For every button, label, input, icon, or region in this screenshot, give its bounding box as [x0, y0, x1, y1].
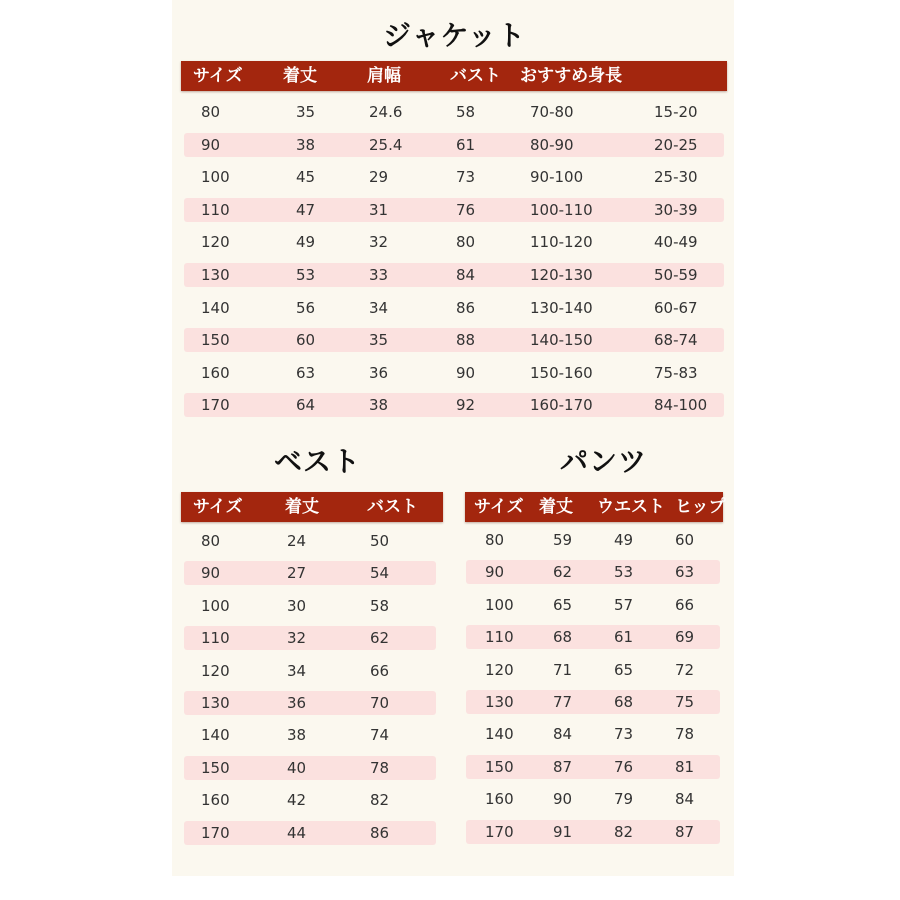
vest-header-row [181, 492, 443, 522]
vest-table-cell: 40 [287, 758, 307, 777]
vest-table-cell: 32 [287, 629, 307, 648]
pants-table-cell: 87 [675, 822, 695, 841]
jacket-row-stripe [184, 393, 724, 417]
jacket-table-cell: 86 [456, 298, 476, 317]
vest-table-cell: 38 [287, 726, 307, 745]
pants-table-cell: 160 [485, 790, 514, 809]
pants-table-cell: 100 [485, 595, 514, 614]
vest-table-cell: 58 [370, 596, 390, 615]
pants-table-cell: 79 [614, 790, 634, 809]
pants-table-cell: 140 [485, 725, 514, 744]
jacket-table-cell: 110-120 [530, 233, 593, 252]
jacket-table-cell: 32 [369, 233, 389, 252]
pants-table-cell: 73 [614, 725, 634, 744]
vest-table-cell: 62 [370, 629, 390, 648]
vest-table-cell: 150 [201, 758, 230, 777]
jacket-table-cell: 140 [201, 298, 230, 317]
jacket-row-stripe [184, 198, 724, 222]
jacket-table-cell: 58 [456, 103, 476, 121]
jacket-table-cell: 88 [456, 331, 476, 350]
jacket-column-header: バスト [450, 66, 501, 86]
jacket-table-cell: 75-83 [654, 363, 698, 382]
pants-table-cell: 77 [553, 693, 573, 711]
vest-table-cell: 70 [370, 694, 390, 712]
vest-table-cell: 82 [370, 791, 390, 810]
jacket-table-cell: 33 [369, 266, 389, 284]
jacket-table-cell: 76 [456, 200, 476, 219]
pants-header-row [465, 492, 726, 522]
jacket-table-cell: 29 [369, 168, 389, 187]
pants-table-cell: 60 [675, 531, 695, 549]
jacket-table-cell: 60 [296, 331, 316, 350]
jacket-title: ジャケット [383, 19, 527, 52]
jacket-table-cell: 130-140 [530, 298, 593, 317]
vest-table-cell: 44 [287, 823, 307, 842]
pants-table-cell: 82 [614, 822, 634, 841]
jacket-table-cell: 70-80 [530, 103, 574, 121]
pants-table-cell: 53 [614, 563, 634, 582]
vest-table-cell: 24 [287, 532, 307, 550]
jacket-table-cell: 90 [456, 363, 476, 382]
jacket-table-cell: 31 [369, 200, 389, 219]
jacket-table-cell: 160 [201, 363, 230, 382]
jacket-table-cell: 61 [456, 135, 476, 154]
pants-table-cell: 65 [614, 660, 634, 679]
pants-table-cell: 78 [675, 725, 695, 744]
pants-table-cell: 90 [553, 790, 573, 809]
vest-table-cell: 86 [370, 823, 390, 842]
pants-table-cell: 110 [485, 628, 514, 647]
vest-title: ベスト [274, 445, 362, 478]
jacket-table-cell: 100-110 [530, 200, 593, 219]
vest-table-cell: 80 [201, 532, 221, 550]
vest-column-header: 着丈 [285, 497, 319, 517]
pants-table-cell: 90 [485, 563, 505, 582]
vest-column-header: サイズ [193, 497, 243, 517]
vest-table-cell: 120 [201, 661, 230, 680]
jacket-table-cell: 20-25 [654, 135, 698, 154]
jacket-table-cell: 120 [201, 233, 230, 252]
jacket-table-cell: 110 [201, 200, 230, 219]
jacket-column-header: 肩幅 [367, 66, 401, 86]
jacket-table-cell: 140-150 [530, 331, 593, 350]
pants-table-cell: 62 [553, 563, 573, 582]
jacket-table-cell: 80 [456, 233, 476, 252]
pants-table-cell: 66 [675, 595, 695, 614]
jacket-row-stripe [184, 263, 724, 287]
pants-column-header: 着丈 [539, 497, 573, 517]
jacket-table-cell: 120-130 [530, 266, 593, 284]
jacket-table-cell: 15-20 [654, 103, 698, 121]
jacket-table-cell: 84 [456, 266, 476, 284]
jacket-table-cell: 30-39 [654, 200, 698, 219]
pants-table-cell: 72 [675, 660, 695, 679]
pants-table-cell: 69 [675, 628, 695, 647]
pants-column-header: ヒップ [675, 497, 726, 517]
jacket-table-cell: 34 [369, 298, 389, 317]
vest-table-cell: 90 [201, 564, 221, 583]
jacket-table-cell: 50-59 [654, 266, 698, 284]
jacket-table-cell: 150 [201, 331, 230, 350]
vest-table-cell: 36 [287, 694, 307, 712]
jacket-table-cell: 35 [296, 103, 316, 121]
jacket-table-cell: 64 [296, 396, 316, 415]
vest-table-cell: 130 [201, 694, 230, 712]
jacket-header-row [181, 61, 727, 91]
pants-table-cell: 76 [614, 757, 634, 776]
jacket-table-cell: 60-67 [654, 298, 698, 317]
jacket-column-header: サイズ [193, 66, 243, 86]
pants-table-cell: 61 [614, 628, 634, 647]
pants-table-cell: 84 [675, 790, 695, 809]
vest-table-cell: 30 [287, 596, 307, 615]
jacket-table-cell: 100 [201, 168, 230, 187]
vest-table-cell: 42 [287, 791, 307, 810]
pants-table-cell: 68 [553, 628, 573, 647]
jacket-row-stripe [184, 328, 724, 352]
vest-row-stripe [184, 561, 436, 585]
pants-column-header: ウエスト [597, 497, 665, 517]
pants-table-cell: 81 [675, 757, 695, 776]
pants-table-cell: 84 [553, 725, 573, 744]
jacket-table-cell: 24.6 [369, 103, 403, 121]
jacket-table-cell: 90-100 [530, 168, 584, 187]
pants-table-cell: 170 [485, 822, 514, 841]
pants-table-cell: 87 [553, 757, 573, 776]
vest-table-cell: 170 [201, 823, 230, 842]
vest-table-cell: 66 [370, 661, 390, 680]
jacket-table-cell: 80-90 [530, 135, 574, 154]
pants-table-cell: 59 [553, 531, 573, 549]
pants-table-cell: 120 [485, 660, 514, 679]
pants-table-cell: 49 [614, 531, 634, 549]
jacket-table-cell: 130 [201, 266, 230, 284]
jacket-table-cell: 25.4 [369, 135, 403, 154]
vest-column-header: バスト [367, 497, 418, 517]
jacket-table-cell: 36 [369, 363, 389, 382]
jacket-table-cell: 38 [296, 135, 316, 154]
jacket-table-cell: 35 [369, 331, 389, 350]
pants-table-cell: 68 [614, 693, 634, 711]
vest-table-cell: 74 [370, 726, 390, 745]
jacket-table-cell: 150-160 [530, 363, 593, 382]
jacket-table-cell: 56 [296, 298, 316, 317]
vest-table-cell: 27 [287, 564, 307, 583]
vest-table-cell: 50 [370, 532, 390, 550]
jacket-table-cell: 45 [296, 168, 316, 187]
vest-table-cell: 34 [287, 661, 307, 680]
jacket-table-cell: 68-74 [654, 331, 698, 350]
jacket-table-cell: 47 [296, 200, 316, 219]
vest-table-cell: 100 [201, 596, 230, 615]
vest-table-cell: 160 [201, 791, 230, 810]
pants-table-cell: 150 [485, 757, 514, 776]
vest-table-cell: 54 [370, 564, 390, 583]
pants-table-cell: 75 [675, 693, 695, 711]
pants-table-cell: 91 [553, 822, 573, 841]
jacket-row-stripe [184, 133, 724, 157]
pants-table-cell: 130 [485, 693, 514, 711]
vest-table-cell: 110 [201, 629, 230, 648]
jacket-table-cell: 73 [456, 168, 476, 187]
jacket-table-cell: 80 [201, 103, 221, 121]
jacket-table-cell: 49 [296, 233, 316, 252]
jacket-column-header: おすすめ身長 [520, 66, 623, 86]
jacket-table-cell: 38 [369, 396, 389, 415]
pants-table-cell: 63 [675, 563, 695, 582]
pants-table-cell: 80 [485, 531, 505, 549]
size-chart-panel [172, 0, 734, 876]
pants-table-cell: 57 [614, 595, 634, 614]
pants-title: パンツ [560, 445, 648, 478]
jacket-column-header: 着丈 [283, 66, 317, 86]
jacket-table-cell: 63 [296, 363, 316, 382]
jacket-table-cell: 160-170 [530, 396, 593, 415]
pants-column-header: サイズ [474, 497, 524, 517]
vest-table-cell: 78 [370, 758, 390, 777]
jacket-table-cell: 92 [456, 396, 476, 415]
jacket-table-cell: 25-30 [654, 168, 698, 187]
pants-table-cell: 71 [553, 660, 573, 679]
jacket-table-cell: 53 [296, 266, 316, 284]
jacket-table-cell: 84-100 [654, 396, 708, 415]
jacket-table-cell: 40-49 [654, 233, 698, 252]
vest-table-cell: 140 [201, 726, 230, 745]
jacket-table-cell: 90 [201, 135, 221, 154]
pants-table-cell: 65 [553, 595, 573, 614]
jacket-table-cell: 170 [201, 396, 230, 415]
